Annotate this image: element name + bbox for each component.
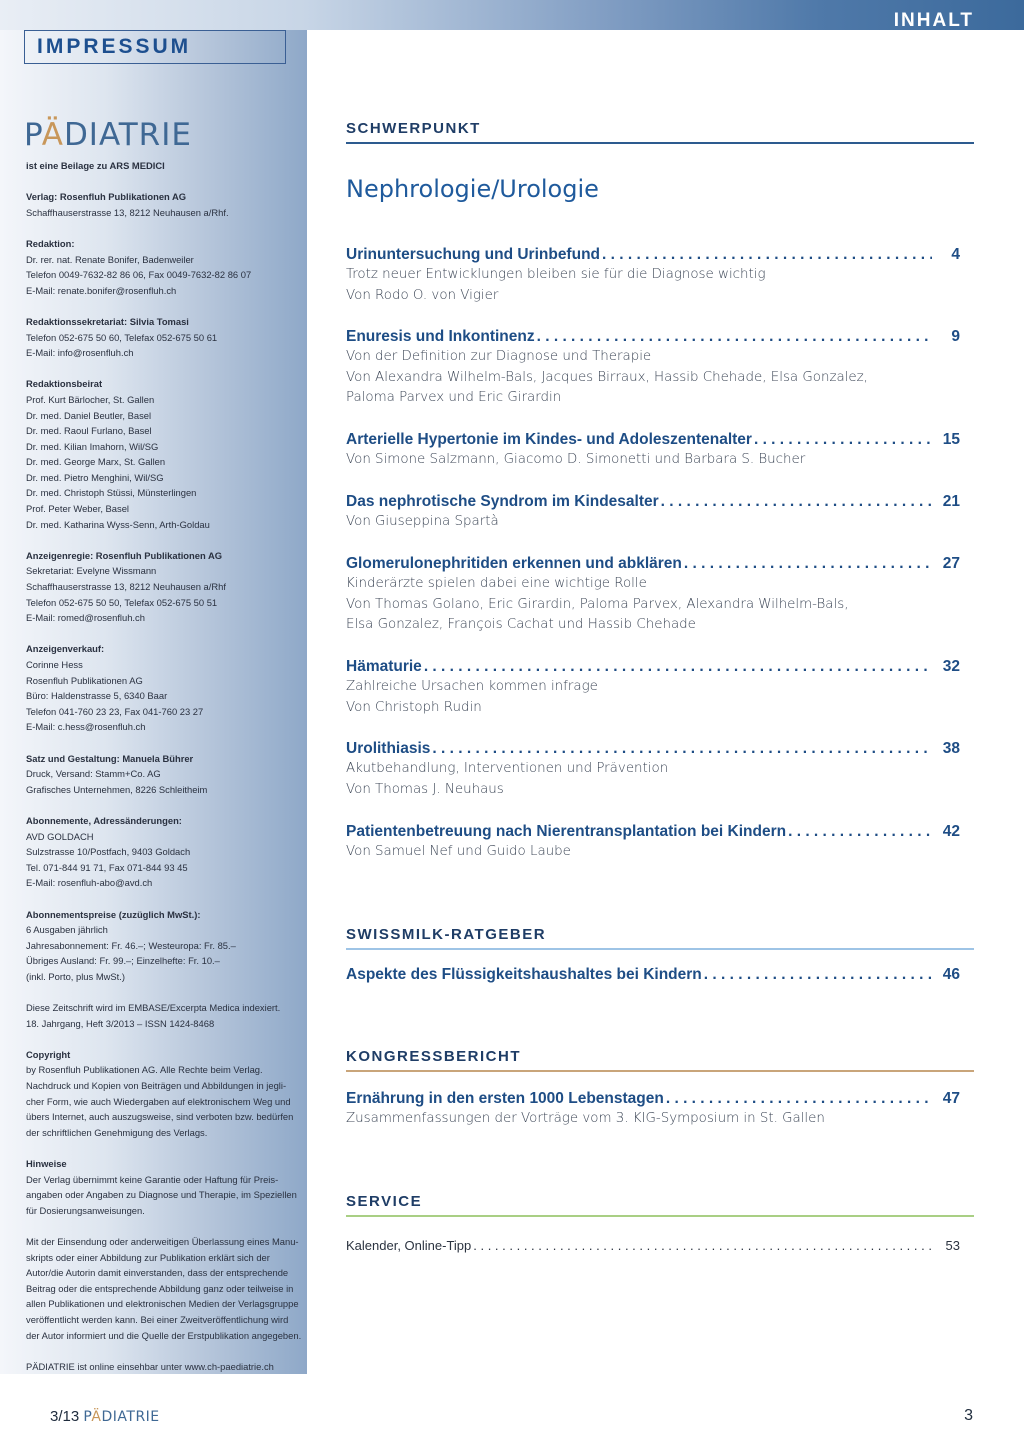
dot-leader bbox=[602, 245, 932, 265]
impressum-line: Anzeigenverkauf: bbox=[26, 643, 105, 655]
toc-entry[interactable] bbox=[346, 430, 960, 471]
impressum-line: AVD GOLDACH bbox=[26, 830, 94, 842]
toc-entry-page: 42 bbox=[942, 823, 960, 840]
impressum-line: Telefon 052-675 50 50, Telefax 052-675 50 51 bbox=[26, 596, 218, 608]
toc-entry-page: 4 bbox=[951, 246, 960, 263]
impressum-line: Autor/die Autorin damit einverstanden, dass der entsprechende bbox=[26, 1267, 289, 1279]
impressum-line: Der Verlag übernimmt keine Garantie oder Haftung für Preis- bbox=[26, 1173, 279, 1185]
impressum-line: der Autor informiert und die Quelle der Erstpublikation angegeben. bbox=[26, 1329, 302, 1341]
impressum-line: Prof. Kurt Bärlocher, St. Gallen bbox=[26, 393, 155, 405]
impressum-block bbox=[26, 1234, 306, 1343]
toc-entry-title: Enuresis und Inkontinenz bbox=[346, 328, 535, 345]
toc-entry-service[interactable] bbox=[346, 1236, 960, 1256]
toc-entry-subtitle: Von Simone Salzmann, Giacomo D. Simonetti und Barbara S. Bucher bbox=[346, 452, 806, 467]
impressum-block bbox=[26, 641, 306, 735]
toc-entry-page: 9 bbox=[951, 328, 960, 345]
impressum-block bbox=[26, 236, 306, 298]
impressum-line: Verlag: Rosenfluh Publikationen AG bbox=[26, 191, 187, 203]
toc-entry[interactable] bbox=[346, 492, 960, 533]
impressum-block bbox=[26, 1359, 306, 1375]
impressum-line: Dr. med. Katharina Wyss-Senn, Arth-Goldau bbox=[26, 518, 210, 530]
top-band bbox=[0, 0, 1024, 30]
toc-entry-subtitle: Akutbehandlung, Interventionen und Prävention bbox=[346, 761, 669, 776]
impressum-line: Telefon 0049-7632-82 86 06, Fax 0049-7632-82 86 07 bbox=[26, 269, 252, 281]
impressum-line: für Dosierungsanweisungen. bbox=[26, 1204, 145, 1216]
toc-entry[interactable] bbox=[346, 554, 960, 636]
toc-entry[interactable] bbox=[346, 245, 960, 306]
impressum-line: Büro: Haldenstrasse 5, 6340 Baar bbox=[26, 690, 168, 702]
swissmilk-heading: SWISSMILK-RATGEBER bbox=[346, 926, 974, 950]
toc-entry-title: Hämaturie bbox=[346, 658, 422, 675]
schwerpunkt-title: Nephrologie/Urologie bbox=[346, 175, 599, 203]
toc-entry-title: Arterielle Hypertonie im Kindes- und Adoleszentenalter bbox=[346, 431, 752, 448]
impressum-block bbox=[26, 376, 306, 532]
toc-entry-subtitle: Elsa Gonzalez, François Cachat und Hassib Chehade bbox=[346, 617, 696, 633]
toc-entry-page: 15 bbox=[942, 431, 960, 448]
toc-entry-page: 21 bbox=[942, 493, 960, 510]
impressum-line: Redaktion: bbox=[26, 237, 75, 249]
impressum-line: übers Internet, auch auszugsweise, sind verboten bzw. bedürfen bbox=[26, 1111, 294, 1123]
impressum-line: E-Mail: renate.bonifer@rosenfluh.ch bbox=[26, 284, 177, 296]
impressum-line: PÄDIATRIE ist online einsehbar unter www.ch-paediatrie.ch bbox=[26, 1360, 274, 1372]
impressum-block bbox=[26, 158, 306, 174]
impressum-block bbox=[26, 1047, 306, 1141]
toc-entry-subtitle: Zahlreiche Ursachen kommen infrage bbox=[346, 679, 598, 694]
toc-entry-subtitle: Von Thomas Golano, Eric Girardin, Paloma Parvex, Alexandra Wilhelm-Bals, bbox=[346, 596, 849, 612]
impressum-line: Druck, Versand: Stamm+Co. AG bbox=[26, 768, 161, 780]
toc-entry-title: Aspekte des Flüssigkeitshaushaltes bei Kindern bbox=[346, 966, 702, 983]
impressum-line: Copyright bbox=[26, 1048, 71, 1060]
impressum-heading-box bbox=[24, 30, 286, 64]
impressum-line: Corinne Hess bbox=[26, 659, 83, 670]
impressum-line: Schaffhauserstrasse 13, 8212 Neuhausen a/Rhf bbox=[26, 581, 226, 593]
impressum-line: Nachdruck und Kopien von Beiträgen und Abbildungen in jegli- bbox=[26, 1080, 287, 1092]
toc-entry-subtitle: Von Rodo O. von Vigier bbox=[346, 287, 499, 303]
dot-leader bbox=[684, 554, 932, 574]
impressum-line: Sulzstrasse 10/Postfach, 9403 Goldach bbox=[26, 846, 191, 858]
impressum-heading: IMPRESSUM bbox=[37, 35, 192, 58]
toc-entry-title: Kalender, Online-Tipp bbox=[346, 1238, 472, 1253]
impressum-line: Beitrag oder die entsprechende Abbildung ganz oder teilweise in bbox=[26, 1282, 294, 1294]
impressum-line: Hinweise bbox=[26, 1158, 67, 1169]
impressum-text bbox=[26, 158, 306, 1390]
impressum-line: skripts oder einer Abbildung zur Publikation erklärt sich der bbox=[26, 1251, 270, 1263]
dot-leader bbox=[424, 657, 932, 677]
impressum-block bbox=[26, 189, 306, 220]
impressum-block bbox=[26, 751, 306, 798]
impressum-line: Satz und Gestaltung: Manuela Bührer bbox=[26, 752, 194, 764]
kongress-heading: KONGRESSBERICHT bbox=[346, 1048, 974, 1072]
toc-entry-subtitle: Von Thomas J. Neuhaus bbox=[346, 781, 504, 797]
impressum-line: Dr. med. Kilian Imahorn, Wil/SG bbox=[26, 440, 159, 452]
dot-leader bbox=[754, 430, 932, 450]
toc-entry-title: Ernährung in den ersten 1000 Lebenstagen bbox=[346, 1090, 664, 1107]
impressum-line: Redaktionssekretariat: Silvia Tomasi bbox=[26, 315, 189, 327]
toc-entry-kongress[interactable] bbox=[346, 1089, 960, 1130]
toc-entry-page: 53 bbox=[945, 1238, 960, 1253]
toc-entry-title: Patientenbetreuung nach Nierentransplantation bei Kindern bbox=[346, 823, 787, 840]
impressum-line: ist eine Beilage zu ARS MEDICI bbox=[26, 160, 165, 171]
toc-entry-swissmilk[interactable] bbox=[346, 965, 960, 985]
impressum-line: Telefon 041-760 23 23, Fax 041-760 23 27 bbox=[26, 705, 204, 717]
impressum-line: Dr. med. George Marx, St. Gallen bbox=[26, 456, 166, 468]
toc-entry[interactable] bbox=[346, 822, 960, 863]
impressum-line: veröffentlicht werden kann. Bei einer Zweitveröffentlichung wird bbox=[26, 1313, 289, 1325]
impressum-line: Übriges Ausland: Fr. 99.–; Einzelhefte: Fr. 10.– bbox=[26, 955, 220, 967]
impressum-line: by Rosenfluh Publikationen AG. Alle Rechte beim Verlag. bbox=[26, 1064, 263, 1076]
impressum-line: Anzeigenregie: Rosenfluh Publikationen AG bbox=[26, 549, 223, 561]
impressum-line: (inkl. Porto, plus MwSt.) bbox=[26, 970, 125, 982]
impressum-line: Prof. Peter Weber, Basel bbox=[26, 503, 130, 515]
impressum-line: Grafisches Unternehmen, 8226 Schleitheim bbox=[26, 783, 208, 795]
page-number: 3 bbox=[964, 1407, 973, 1424]
toc-entry-title: Glomerulonephritiden erkennen und abklären bbox=[346, 555, 682, 572]
impressum-block bbox=[26, 548, 306, 626]
toc-entry-subtitle: Zusammenfassungen der Vorträge vom 3. KIG-Symposium in St. Gallen bbox=[346, 1111, 825, 1126]
impressum-line: allen Publikationen und elektronischen Medien der Verlagsgruppe bbox=[26, 1298, 299, 1310]
toc-entry-title: Das nephrotische Syndrom im Kindesalter bbox=[346, 493, 659, 510]
toc-entry-subtitle: Von Alexandra Wilhelm-Bals, Jacques Birraux, Hassib Chehade, Elsa Gonzalez, bbox=[346, 369, 868, 385]
impressum-line: Telefon 052-675 50 60, Telefax 052-675 50 61 bbox=[26, 331, 218, 343]
toc-entry-page: 47 bbox=[942, 1090, 960, 1107]
impressum-line: cher Form, wie auch Wiedergaben auf elektronischem Weg und bbox=[26, 1095, 291, 1107]
footer-logo: PÄDIATRIE bbox=[83, 1409, 160, 1425]
dot-leader bbox=[432, 739, 932, 759]
impressum-line: Dr. med. Pietro Menghini, Wil/SG bbox=[26, 471, 164, 483]
section-label: INHALT bbox=[893, 10, 974, 31]
impressum-block bbox=[26, 813, 306, 891]
impressum-line: Diese Zeitschrift wird im EMBASE/Excerpta Medica indexiert. bbox=[26, 1002, 281, 1014]
impressum-block bbox=[26, 314, 306, 361]
impressum-line: Dr. med. Christoph Stüssi, Münsterlingen bbox=[26, 487, 197, 499]
dot-leader bbox=[661, 492, 932, 512]
impressum-line: angaben oder Angaben zu Diagnose und Therapie, im Speziellen bbox=[26, 1189, 297, 1201]
toc-entry-subtitle: Von Samuel Nef und Guido Laube bbox=[346, 844, 571, 859]
impressum-line: Abonnementspreise (zuzüglich MwSt.): bbox=[26, 908, 201, 920]
impressum-line: Dr. med. Daniel Beutler, Basel bbox=[26, 409, 152, 421]
toc-entry-subtitle: Von Giuseppina Spartà bbox=[346, 514, 499, 529]
toc-entry[interactable] bbox=[346, 327, 960, 409]
impressum-line: Tel. 071-844 91 71, Fax 071-844 93 45 bbox=[26, 861, 188, 873]
impressum-block bbox=[26, 1156, 306, 1218]
dot-leader bbox=[537, 327, 932, 347]
toc-entry-subtitle: Paloma Parvex und Eric Girardin bbox=[346, 390, 562, 406]
toc-entry-subtitle: Von der Definition zur Diagnose und Therapie bbox=[346, 349, 652, 364]
impressum-line: E-Mail: c.hess@rosenfluh.ch bbox=[26, 721, 146, 733]
toc-entry-page: 38 bbox=[942, 740, 960, 757]
impressum-line: Schaffhauserstrasse 13, 8212 Neuhausen a/Rhf. bbox=[26, 206, 229, 218]
impressum-line: E-Mail: rosenfluh-abo@avd.ch bbox=[26, 877, 153, 889]
impressum-line: 6 Ausgaben jährlich bbox=[26, 924, 108, 936]
impressum-line: Mit der Einsendung oder anderweitigen Überlassung eines Manu- bbox=[26, 1235, 299, 1247]
impressum-line: Abonnemente, Adressänderungen: bbox=[26, 814, 182, 826]
toc-entry[interactable] bbox=[346, 657, 960, 718]
toc-entry-page: 46 bbox=[942, 966, 960, 983]
impressum-line: E-Mail: romed@rosenfluh.ch bbox=[26, 612, 145, 624]
impressum-block bbox=[26, 1000, 306, 1031]
schwerpunkt-heading: SCHWERPUNKT bbox=[346, 120, 974, 144]
impressum-line: E-Mail: info@rosenfluh.ch bbox=[26, 347, 134, 359]
service-heading: SERVICE bbox=[346, 1193, 974, 1217]
impressum-line: Sekretariat: Evelyne Wissmann bbox=[26, 565, 157, 577]
toc-entry-title: Urolithiasis bbox=[346, 740, 431, 757]
toc-entry-subtitle: Kinderärzte spielen dabei eine wichtige Rolle bbox=[346, 576, 647, 591]
impressum-line: 18. Jahrgang, Heft 3/2013 – ISSN 1424-8468 bbox=[26, 1017, 215, 1029]
paediatrie-logo: PÄDIATRIE bbox=[24, 117, 192, 153]
toc-entry-subtitle: Trotz neuer Entwicklungen bleiben sie für die Diagnose wichtig bbox=[346, 267, 766, 282]
footer-issue: 3/13 PÄDIATRIE bbox=[50, 1408, 160, 1425]
impressum-line: Dr. rer. nat. Renate Bonifer, Badenweiler bbox=[26, 253, 194, 265]
toc-entry-page: 32 bbox=[942, 658, 960, 675]
impressum-line: der schriftlichen Genehmigung des Verlags. bbox=[26, 1126, 208, 1138]
dot-leader bbox=[788, 822, 932, 842]
toc-entry[interactable] bbox=[346, 739, 960, 800]
toc-entry-page: 27 bbox=[942, 555, 960, 572]
impressum-line: Redaktionsbeirat bbox=[26, 378, 103, 390]
toc-entry-title: Urinuntersuchung und Urinbefund bbox=[346, 246, 601, 263]
impressum-line: Dr. med. Raoul Furlano, Basel bbox=[26, 425, 152, 437]
impressum-line: Jahresabonnement: Fr. 46.–; Westeuropa: Fr. 85.– bbox=[26, 939, 236, 951]
impressum-block bbox=[26, 907, 306, 985]
impressum-line: Rosenfluh Publikationen AG bbox=[26, 674, 143, 686]
toc-entry-subtitle: Von Christoph Rudin bbox=[346, 699, 482, 715]
